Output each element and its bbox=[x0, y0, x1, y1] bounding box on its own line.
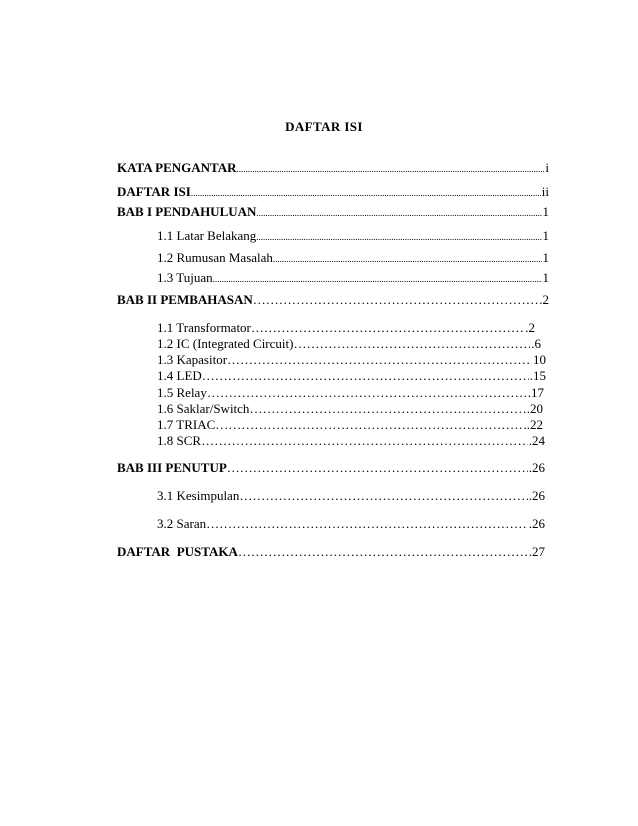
toc-entry-bab-2 bbox=[117, 292, 549, 307]
dot-leader bbox=[293, 336, 530, 351]
toc-entry-page: 1 bbox=[542, 270, 549, 285]
dot-leader bbox=[239, 488, 527, 503]
toc-subentry bbox=[157, 320, 535, 335]
toc-entry-daftar-isi bbox=[117, 184, 549, 201]
dot-leader bbox=[237, 160, 545, 177]
toc-entry-page: i bbox=[545, 160, 549, 175]
toc-subentry bbox=[157, 417, 543, 432]
toc-entry-label: 1.2 Rumusan Masalah bbox=[157, 250, 273, 265]
toc-subentry bbox=[157, 433, 545, 448]
toc-entry-page: .2 bbox=[539, 292, 549, 307]
toc-entry-page: 1 bbox=[542, 204, 549, 219]
dot-leader bbox=[256, 228, 541, 245]
toc-entry-bab-3 bbox=[117, 460, 545, 475]
page-title: DAFTAR ISI bbox=[285, 119, 363, 134]
dot-leader bbox=[202, 368, 529, 383]
toc-entry-page: ii bbox=[541, 184, 549, 199]
toc-entry-kata-pengantar bbox=[117, 160, 549, 177]
dot-leader bbox=[201, 433, 528, 448]
toc-entry-label: 1.2 IC (Integrated Circuit) bbox=[157, 336, 294, 351]
toc-subentry bbox=[157, 270, 549, 287]
toc-entry-label: 1.3 Kapasitor bbox=[157, 352, 228, 367]
dot-leader bbox=[273, 250, 542, 267]
toc-entry-label: 1.1 Transformator bbox=[157, 320, 251, 335]
dot-leader bbox=[227, 352, 532, 367]
toc-entry-label: 1.8 SCR bbox=[157, 433, 202, 448]
toc-entry-label: BAB I PENDAHULUAN bbox=[117, 204, 257, 219]
toc-entry-page: .20 bbox=[526, 401, 543, 416]
toc-entry-label: 1.4 LED bbox=[157, 368, 202, 383]
dot-leader bbox=[256, 204, 541, 221]
toc-subentry bbox=[157, 250, 549, 267]
toc-entry-page: .17 bbox=[527, 385, 544, 400]
toc-entry-label: 1.6 Saklar/Switch bbox=[157, 401, 250, 416]
toc-entry-page: .2 bbox=[525, 320, 535, 335]
toc-entry-label: DAFTAR ISI bbox=[117, 184, 191, 199]
toc-subentry bbox=[157, 352, 546, 367]
toc-entry-page: 10 bbox=[533, 352, 546, 367]
toc-entry-page: .24 bbox=[528, 433, 545, 448]
toc-entry-label: 1.1 Latar Belakang bbox=[157, 228, 257, 243]
toc-entry-label: KATA PENGANTAR bbox=[117, 160, 237, 175]
dot-leader bbox=[191, 184, 541, 201]
toc-entry-page: .6 bbox=[531, 336, 541, 351]
dot-leader bbox=[251, 320, 524, 335]
toc-entry-page: .26 bbox=[528, 488, 545, 503]
toc-entry-label: DAFTAR PUSTAKA bbox=[117, 544, 238, 559]
dot-leader bbox=[238, 544, 528, 559]
toc-subentry bbox=[157, 368, 546, 383]
dot-leader bbox=[227, 460, 528, 475]
toc-entry-label: 3.2 Saran bbox=[157, 516, 207, 531]
toc-entry-label: BAB III PENUTUP bbox=[117, 460, 227, 475]
toc-entry-daftar-pustaka bbox=[117, 544, 545, 559]
toc-entry-page: .15 bbox=[529, 368, 546, 383]
dot-leader bbox=[249, 401, 525, 416]
dot-leader bbox=[215, 417, 525, 432]
toc-entry-page: 1 bbox=[542, 250, 549, 265]
toc-entry-page: .26 bbox=[528, 460, 545, 475]
toc-subentry bbox=[157, 228, 549, 245]
toc-subentry bbox=[157, 516, 545, 531]
toc-subentry bbox=[157, 488, 545, 503]
toc-entry-label: 1.3 Tujuan bbox=[157, 270, 213, 285]
toc-entry-label: BAB II PEMBAHASAN bbox=[117, 292, 253, 307]
toc-subentry bbox=[157, 336, 541, 351]
toc-entry-label: 1.7 TRIAC bbox=[157, 417, 216, 432]
toc-entry-label: 3.1 Kesimpulan bbox=[157, 488, 240, 503]
toc-entry-page: .27 bbox=[528, 544, 545, 559]
toc-entry-bab-1 bbox=[117, 204, 549, 221]
dot-leader bbox=[206, 516, 528, 531]
dot-leader bbox=[213, 270, 542, 287]
toc-entry-page: 1 bbox=[542, 228, 549, 243]
toc-entry-page: .26 bbox=[528, 516, 545, 531]
toc-entry-page: .22 bbox=[526, 417, 543, 432]
dot-leader bbox=[207, 385, 527, 400]
dot-leader bbox=[253, 292, 538, 307]
toc-subentry bbox=[157, 385, 544, 400]
toc-entry-label: 1.5 Relay bbox=[157, 385, 207, 400]
toc-subentry bbox=[157, 401, 543, 416]
